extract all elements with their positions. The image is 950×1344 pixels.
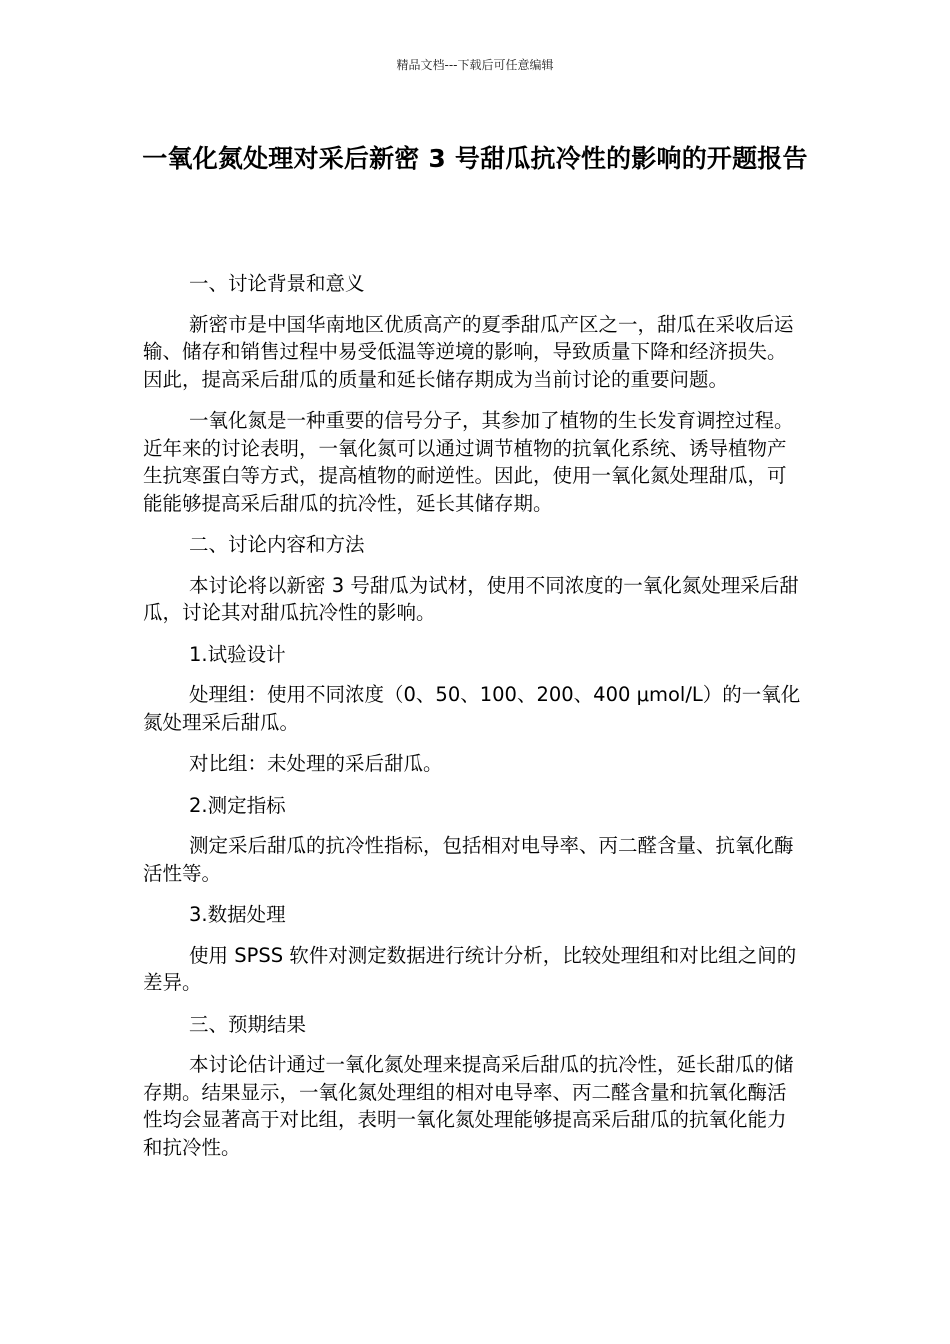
section-heading: 一、讨论背景和意义: [189, 272, 365, 295]
body-paragraph: 本讨论估计通过一氧化氮处理来提高采后甜瓜的抗冷性，延长甜瓜的储存期。结果显示，一氧化氮处理组的相对电导率、丙二醛含量和抗氧化酶活性均会显著高于对比组，表明一氧化氮处理能够提高采后甜瓜的抗氧化能力和抗冷性。: [143, 1053, 794, 1159]
page-header: 精品文档---下载后可任意编辑: [396, 58, 554, 72]
document-body: [143, 270, 803, 1175]
body-paragraph: 本讨论将以新密 3 号甜瓜为试材，使用不同浓度的一氧化氮处理采后甜瓜，讨论其对甜瓜抗冷性的影响。: [143, 573, 799, 624]
body-paragraph: 处理组：使用不同浓度（0、50、100、200、400 μmol/L）的一氧化氮处理采后甜瓜。: [143, 683, 801, 734]
subsection-heading: 1.试验设计: [189, 642, 286, 666]
section-heading: 二、讨论内容和方法: [189, 533, 365, 556]
section-heading: 三、预期结果: [189, 1012, 307, 1036]
subsection-heading: 2.测定指标: [189, 793, 286, 817]
body-paragraph: 一氧化氮是一种重要的信号分子，其参加了植物的生长发育调控过程。近年来的讨论表明，一氧化氮可以通过调节植物的抗氧化系统、诱导植物产生抗寒蛋白等方式，提高植物的耐逆性。因此，使用一氧化氮处理甜瓜，可能能够提高采后甜瓜的抗冷性，延长其储存期。: [143, 409, 794, 515]
body-paragraph: 测定采后甜瓜的抗冷性指标，包括相对电导率、丙二醛含量、抗氧化酶活性等。: [143, 834, 794, 885]
body-paragraph: 使用 SPSS 软件对测定数据进行统计分析，比较处理组和对比组之间的差异。: [143, 943, 797, 994]
body-paragraph: 新密市是中国华南地区优质高产的夏季甜瓜产区之一，甜瓜在采收后运输、储存和销售过程中易受低温等逆境的影响，导致质量下降和经济损失。因此，提高采后甜瓜的质量和延长储存期成为当前讨论的重要问题。: [143, 312, 794, 391]
body-paragraph: 对比组：未处理的采后甜瓜。: [189, 752, 443, 775]
subsection-heading: 3.数据处理: [189, 903, 286, 926]
document-title: 一氧化氮处理对采后新密 3 号甜瓜抗冷性的影响的开题报告: [142, 144, 808, 173]
